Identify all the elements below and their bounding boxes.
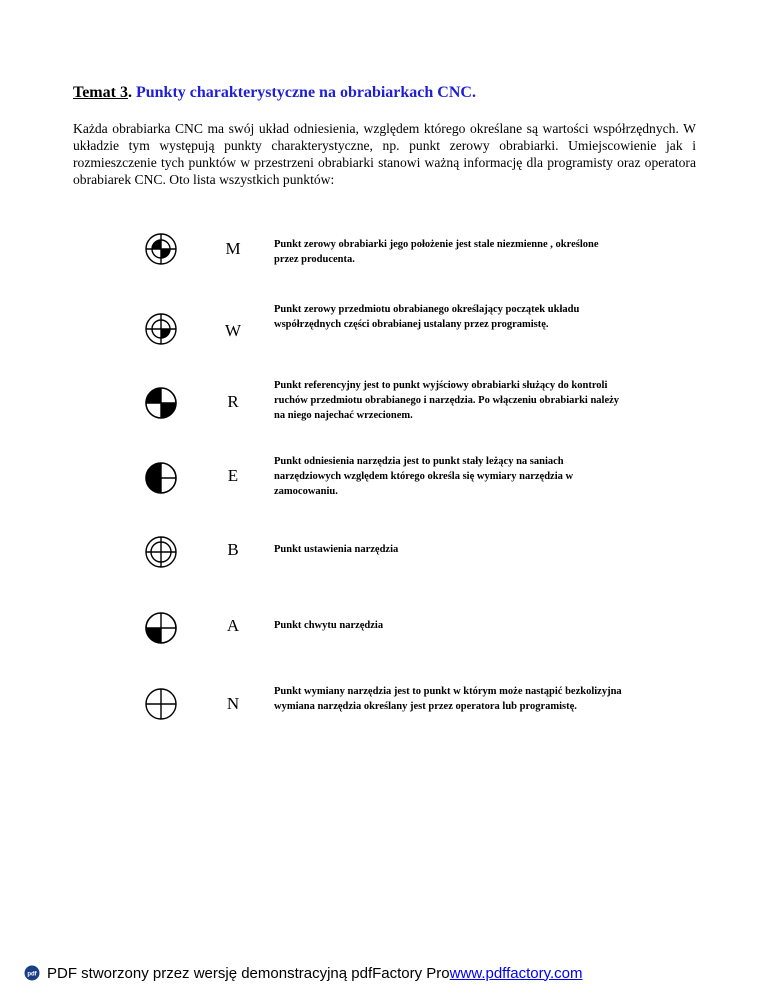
- symbol-row-n: [136, 684, 626, 744]
- symbol-letter: N: [226, 694, 240, 713]
- symbol-letter: B: [227, 540, 239, 559]
- title-separator: .: [127, 84, 132, 101]
- page-title: [73, 84, 476, 102]
- machine-zero-point-icon: [144, 232, 178, 266]
- symbol-row-m: [136, 224, 626, 284]
- topic-name: Punkty charakterystyczne na obrabiarkach CNC.: [131, 84, 476, 101]
- symbol-row-a: [136, 606, 626, 666]
- footer-text: PDF stworzony przez wersję demonstracyjną pdfFactory Pro: [47, 964, 450, 982]
- svg-text:pdf: pdf: [27, 971, 37, 978]
- symbol-description: Punkt zerowy obrabiarki jego położenie jest stale niezmienne , określone przez producenta.: [274, 239, 599, 265]
- pdffactory-link[interactable]: www.pdffactory.com: [449, 964, 583, 982]
- symbol-description: Punkt chwytu narzędzia: [274, 620, 384, 631]
- symbol-row-w: [136, 302, 626, 362]
- symbol-letter: A: [226, 616, 240, 635]
- symbol-letter: E: [227, 466, 239, 485]
- topic-number: Temat 3: [73, 84, 128, 101]
- symbol-letter: R: [227, 392, 239, 411]
- tool-setting-point-icon: [144, 535, 178, 569]
- symbol-letter: M: [225, 239, 241, 258]
- symbol-description: Punkt wymiany narzędzia jest to punkt w którym może nastąpić bezkolizyjna wymiana narzędzia określany jest przez operatora lub programistę.: [274, 686, 622, 712]
- symbol-row-e: [136, 454, 626, 514]
- symbol-description: Punkt odniesienia narzędzia jest to punkt stały leżący na saniach narzędziowych względem którego określa się wymiary narzędzia w zamocowaniu.: [274, 456, 574, 497]
- intro-paragraph: Każda obrabiarka CNC ma swój układ odniesienia, względem którego określane są wartości współrzędnych. W układzie tym występują punkty charakterystyczne, np. punkt zerowy obrabiarki. Umiejscowienie jak i rozmieszczenie tych punktów w przestrzeni obrabiarki stanowi ważną informację dla programisty oraz operatora obrabiarek CNC. Oto lista wszystkich punktów:: [73, 121, 696, 187]
- tool-change-point-icon: [144, 687, 178, 721]
- tool-grip-point-icon: [144, 611, 178, 645]
- reference-point-icon: [144, 386, 178, 420]
- tool-reference-point-icon: [144, 461, 178, 495]
- symbol-description: Punkt ustawienia narzędzia: [274, 544, 399, 555]
- symbol-row-r: [136, 378, 626, 438]
- symbol-row-b: [136, 530, 626, 590]
- workpiece-zero-point-icon: [144, 312, 178, 346]
- symbol-letter: W: [224, 321, 242, 340]
- footer: [24, 964, 582, 982]
- symbol-description: Punkt referencyjny jest to punkt wyjściowy obrabiarki służący do kontroli ruchów przedmiotu obrabianego i narzędzia. Po włączeniu obrabiarki należy na niego najechać wrzecionem.: [274, 380, 620, 421]
- symbols-table: [136, 224, 626, 734]
- pdf-icon: [24, 965, 40, 981]
- symbol-description: Punkt zerowy przedmiotu obrabianego określający początek układu współrzędnych części obrabianej ustalany przez programistę.: [274, 304, 580, 330]
